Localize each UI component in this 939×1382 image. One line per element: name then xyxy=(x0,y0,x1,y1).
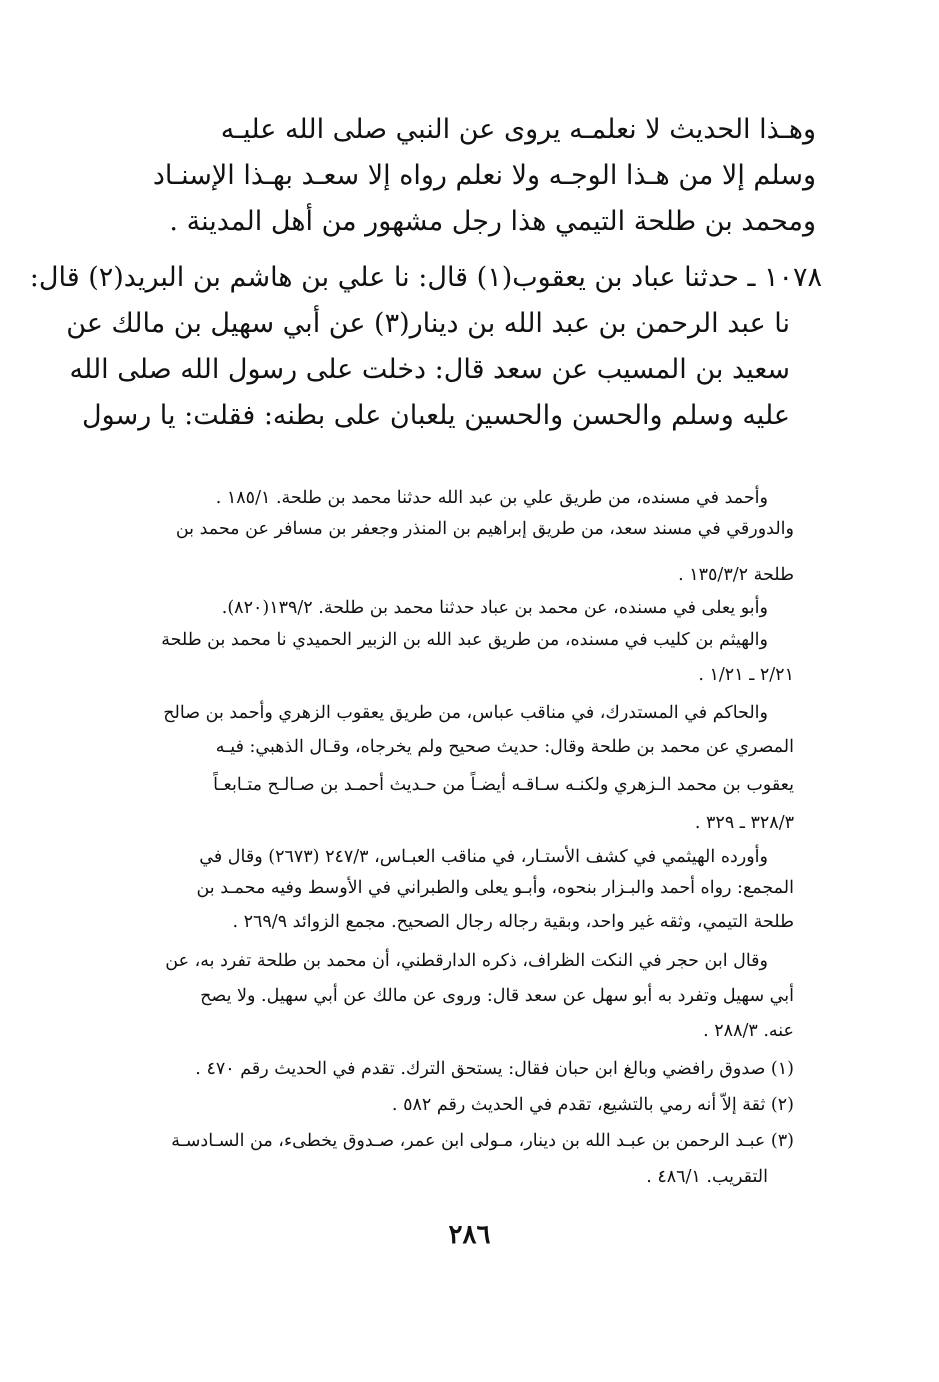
footnote-line: وأحمد في مسنده، من طريق علي بن عبد الله حدثنا محمد بن طلحة. ١٨٥/١ . xyxy=(215,488,768,508)
footnote-line: والحاكم في المستدرك، في مناقب عباس، من طريق يعقوب الزهري وأحمد بن صالح xyxy=(163,703,768,723)
footnote-line: عنه. ٢٨٨/٣ . xyxy=(703,1021,794,1041)
footnote-line: وأورده الهيثمي في كشف الأستـار، في مناقب العبـاس، ٢٤٧/٣ (٢٦٧٣) وقال في xyxy=(199,847,768,867)
hadith-line: سعيد بن المسيب عن سعد قال: دخلت على رسول الله صلى الله xyxy=(69,354,790,385)
main-paragraph-1 xyxy=(100,108,816,248)
footnote-line: والهيثم بن كليب في مسنده، من طريق عبد الله بن الزبير الحميدي نا محمد بن طلحة xyxy=(161,630,768,650)
footnote-2: (٢) ثقة إلاّ أنه رمي بالتشيع، تقدم في الحديث رقم ٥٨٢ . xyxy=(391,1095,794,1115)
footnote-line: أبي سهيل وتفرد به أبو سهل عن سعد قال: وروى عن مالك عن أبي سهيل. ولا يصح xyxy=(200,986,794,1006)
footnote-line: المصري عن محمد بن طلحة وقال: حديث صحيح ولم يخرجاه، وقـال الذهبي: فيـه xyxy=(215,737,794,757)
main-line: ومحمد بن طلحة التيمي هذا رجل مشهور من أهل المدينة . xyxy=(169,206,816,237)
footnote-line: ٢/٢١ ـ ١/٢١ . xyxy=(698,665,794,685)
footnote-line: طلحة التيمي، وثقه غير واحد، وبقية رجاله رجال الصحيح. مجمع الزوائد ٢٦٩/٩ . xyxy=(232,912,794,932)
footnote-line: يعقوب بن محمد الـزهري ولكنـه سـاقـه أيضـاً من حـديث أحمـد بن صـالـح متـابعـاً xyxy=(213,775,794,795)
hadith-line: نا عبد الرحمن بن عبد الله بن دينار(٣) عن أبي سهيل بن مالك عن xyxy=(66,308,790,339)
page-number: ٢٨٦ xyxy=(448,1220,491,1250)
footnote-line: طلحة ١٣٥/٣/٢ . xyxy=(678,565,794,585)
footnote-line: ٣٢٨/٣ ـ ٣٢٩ . xyxy=(694,813,794,833)
footnote-1: (١) صدوق رافضي وبالغ ابن حبان فقال: يستحق الترك. تقدم في الحديث رقم ٤٧٠ . xyxy=(195,1059,794,1079)
footnote-line: والدورقي في مسند سعد، من طريق إبراهيم بن المنذر وجعفر بن مسافر عن محمد بن xyxy=(175,519,794,539)
main-line: وهـذا الحديث لا نعلمـه يروى عن النبي صلى الله عليـه xyxy=(220,114,816,145)
footnote-line: وقال ابن حجر في النكت الظراف، ذكره الدارقطني، أن محمد بن طلحة تفرد به، عن xyxy=(165,951,768,971)
hadith-1078 xyxy=(29,256,822,446)
footnote-line: المجمع: رواه أحمد والبـزار بنحوه، وأبـو يعلى والطبراني في الأوسط وفيه محمـد بن xyxy=(196,878,794,898)
main-line: وسلم إلا من هـذا الوجـه ولا نعلم رواه إلا سعـد بهـذا الإسنـاد xyxy=(152,160,816,191)
hadith-line: عليه وسلم والحسن والحسين يلعبان على بطنه: فقلت: يا رسول xyxy=(82,400,790,431)
footnote-3: (٣) عبـد الرحمن بن عبـد الله بن دينار، مـولى ابن عمر، صـدوق يخطىء، من السـادسـة xyxy=(171,1131,794,1151)
hadith-line: ١٠٧٨ ـ حدثنا عباد بن يعقوب(١) قال: نا علي بن هاشم بن البريد(٢) قال: xyxy=(29,262,822,293)
footnote-line: وأبو يعلى في مسنده، عن محمد بن عباد حدثنا محمد بن طلحة. ١٣٩/٢(٨٢٠). xyxy=(221,598,768,618)
footnote-3-continued: التقريب. ٤٨٦/١ . xyxy=(646,1167,768,1187)
